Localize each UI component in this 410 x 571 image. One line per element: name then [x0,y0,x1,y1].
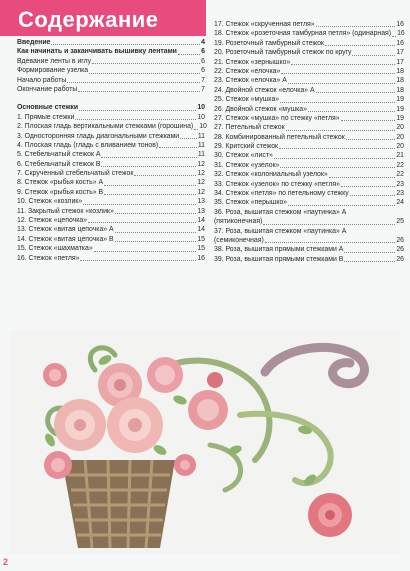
toc-entry-page: 7 [201,85,205,93]
toc-entry [214,48,404,57]
toc-dots [288,205,395,206]
toc-entry-page: 12 [197,179,205,187]
toc-dots [291,64,395,65]
toc-entry-page: 10 [197,104,205,112]
toc-entry-title: (семиконечная) [214,236,264,244]
toc-dots [346,139,396,140]
toc-entry [214,114,404,123]
toc-entry-page: 7 [201,76,205,84]
toc-entry-title: 30. Стежок «лист» [214,152,273,160]
toc-entry-title: 2. Плоская гладь вертикальными стежками (горошина) [17,123,194,131]
toc-left-column [17,38,205,263]
toc-entry-title: Окончание работы [17,85,78,93]
toc-dots [89,73,200,74]
toc-dots [115,213,197,214]
toc-entry [214,58,404,67]
toc-entry-title: 10. Стежок «козлик» [17,198,83,206]
toc-right-column [214,20,404,264]
toc-entry-page: 12 [197,170,205,178]
toc-entry-title: 15. Стежок «шахматка» [17,245,93,253]
toc-entry-title: 23. Стежок «елочка» А [214,77,287,85]
toc-entry [214,142,404,151]
toc-dots [101,166,196,167]
toc-entry-title: 32. Стежок «колониальный узелок» [214,171,328,179]
toc-entry [17,225,205,234]
toc-entry-page: 15 [197,235,205,243]
toc-entry-title: 28. Комбинированный петельный стежок [214,133,345,141]
toc-entry-page: 17 [396,49,404,57]
toc-entry-title: 36. Роза, вышитая стежком «паутинка» А [214,208,347,216]
toc-dots [134,175,196,176]
toc-dots [344,252,395,253]
toc-entry [17,169,205,178]
toc-entry [17,150,205,159]
toc-entry-page: 14 [197,226,205,234]
bottom-border [0,556,410,571]
toc-entry-page: 26 [396,236,404,244]
toc-dots [288,83,396,84]
toc-entry-page: 11 [197,132,205,140]
toc-entry-title: 21. Стежок «зернышко» [214,58,291,66]
toc-entry-page: 16 [396,39,404,47]
toc-entry-page: 23 [396,190,404,198]
toc-entry-page: 19 [396,105,404,113]
toc-entry-page: 16 [396,20,404,28]
toc-entry-page: 17 [396,58,404,66]
toc-entry [17,122,205,131]
toc-dots [308,111,395,112]
toc-dots [279,148,395,149]
toc-entry [17,160,205,169]
toc-entry-page: 20 [396,143,404,151]
toc-dots [325,45,395,46]
toc-entry [17,178,205,187]
toc-entry [214,170,404,179]
toc-entry-page: 11 [197,151,205,159]
toc-entry [17,188,205,197]
toc-entry-page: 22 [396,171,404,179]
toc-entry-title: Начало работы [17,76,67,84]
toc-entry-page: 15 [197,245,205,253]
toc-dots [159,147,197,148]
toc-entry-title: 35. Стежок «перышко» [214,199,288,207]
toc-dots [88,222,196,223]
toc-dots [92,63,200,64]
toc-entry-title: 27. Стежок «мушка» по стежку «петля» [214,114,340,122]
toc-entry-title: 26. Двойной стежок «мушка» [214,105,307,113]
toc-entry [214,180,404,189]
toc-entry-title: 4. Плоская гладь (гладь с вливанием тонов) [17,141,159,149]
toc-entry [214,76,404,85]
toc-entry [214,105,404,114]
toc-entry-title: 18. Стежок «розеточная тамбурная петля» (одинарная) [214,30,392,38]
toc-entry [214,255,404,264]
toc-entry-title: 25. Стежок «мушка» [214,96,280,104]
page-number: 2 [3,557,9,567]
toc-entry-page: 6 [201,57,205,65]
toc-dots [104,185,196,186]
toc-entry-title: 14. Стежок «витая цепочка» В [17,235,114,243]
toc-entry [214,208,404,217]
toc-entry-title: 29. Критский стежок [214,143,279,151]
toc-dots [115,232,197,233]
toc-entry-page: 16 [397,30,405,38]
toc-dots [67,82,200,83]
toc-entry-page: 16 [197,254,205,262]
toc-entry-title: 17. Стежок «скрученная петля» [214,20,315,28]
toc-entry-page: 12 [197,160,205,168]
toc-entry-page: 13 [197,207,205,215]
toc-dots [316,92,396,93]
toc-entry-page: 18 [396,77,404,85]
toc-entry-page: 6 [201,67,205,75]
toc-dots [78,91,200,92]
toc-entry-page: 13 [197,198,205,206]
toc-dots [316,26,396,27]
toc-entry-title: 31. Стежок «узелок» [214,161,280,169]
toc-dots [80,260,196,261]
toc-entry [214,95,404,104]
toc-dots [344,261,395,262]
toc-dots [180,138,197,139]
toc-dots [83,204,196,205]
toc-entry [214,133,404,142]
toc-entry [17,244,205,253]
toc-entry-page: 14 [197,217,205,225]
toc-entry [214,198,404,207]
toc-entry-title: 7. Скрученный стебельчатый стежок [17,170,134,178]
toc-entry [17,47,205,56]
toc-entry [17,66,205,75]
toc-entry-title: 13. Стежок «витая цепочка» А [17,226,114,234]
toc-dots [329,177,396,178]
toc-entry [214,151,404,160]
toc-entry [17,113,205,122]
toc-entry-page: 26 [396,255,404,263]
toc-entry [17,132,205,141]
toc-dots [341,120,396,121]
toc-entry-page: 26 [396,246,404,254]
toc-entry [214,20,404,29]
embroidery-illustration [10,330,400,554]
toc-entry-title: 33. Стежок «узелок» по стежку «петля» [214,180,340,188]
toc-dots [104,194,196,195]
toc-entry-page: 6 [201,48,205,56]
toc-entry-title: 1. Прямые стежки [17,113,75,121]
toc-entry [214,123,404,132]
toc-entry-page: 20 [396,133,404,141]
toc-dots [350,195,396,196]
toc-entry-title: 19. Розеточный тамбурный стежок [214,39,324,47]
toc-entry-title: Введение [17,38,51,46]
toc-entry-title: 6. Стебельчатый стежок В [17,160,101,168]
toc-entry [17,197,205,206]
toc-dots [352,55,395,56]
toc-entry-title: 12. Стежок «цепочка» [17,217,88,225]
toc-dots [79,110,196,111]
toc-entry-title: Основные стежки [17,104,79,112]
toc-dots [280,102,395,103]
toc-entry [17,103,205,112]
toc-entry [214,29,404,38]
toc-entry-title: (пятиконечная) [214,218,263,226]
toc-dots [341,186,395,187]
toc-entry-title: 37. Роза, вышитая стежком «паутинка» А [214,227,347,235]
toc-entry [17,216,205,225]
toc-entry [214,245,404,254]
toc-entry-page: 24 [396,199,404,207]
toc-entry [214,217,404,226]
toc-entry-page: 11 [197,141,205,149]
toc-entry-title: Как начинать и заканчивать вышивку лентами [17,48,177,56]
toc-entry-page: 23 [396,180,404,188]
toc-dots [392,36,396,37]
toc-entry [17,207,205,216]
toc-dots [281,73,395,74]
toc-entry-title: 27. Петельный стежок [214,124,285,132]
toc-dots [51,44,200,45]
toc-entry-page: 21 [396,152,404,160]
toc-entry-page: 10 [197,113,205,121]
toc-entry-page: 18 [396,86,404,94]
toc-entry [17,85,205,94]
toc-entry-title: 3. Односторонняя гладь диагональными стежками [17,132,180,140]
toc-entry [17,235,205,244]
toc-entry-title: 8. Стежок «рыбья кость» А [17,179,104,187]
toc-entry-title: 38. Роза, вышитая прямыми стежками А [214,246,344,254]
page-title: Содержание [18,7,159,32]
toc-entry [214,39,404,48]
toc-entry-title: Формирование узелка [17,67,89,75]
toc-dots [263,224,395,225]
toc-entry-title: 20. Розеточный тамбурный стежок по кругу [214,49,352,57]
toc-entry-title: 5. Стебельчатый стежок А [17,151,101,159]
toc-dots [265,242,396,243]
toc-entry-page: 19 [396,114,404,122]
toc-entry [17,76,205,85]
toc-dots [194,129,198,130]
toc-dots [274,158,396,159]
toc-entry-page: 19 [396,96,404,104]
toc-entry-page: 18 [396,67,404,75]
toc-entry-title: Вдевание ленты в иглу [17,57,92,65]
toc-entry-title: 9. Стежок «рыбья кость» В [17,188,104,196]
toc-entry [214,236,404,245]
toc-dots [115,241,197,242]
toc-entry [17,254,205,263]
toc-entry-page: 10 [199,123,207,131]
toc-entry [214,67,404,76]
toc-entry [214,189,404,198]
toc-entry [214,227,404,236]
toc-entry-page: 20 [396,124,404,132]
toc-entry-page: 22 [396,161,404,169]
toc-entry-title: 22. Стежок «елочка» [214,67,281,75]
toc-dots [94,251,197,252]
toc-dots [101,157,196,158]
toc-dots [280,167,395,168]
toc-entry-title: 39. Роза, вышитая прямыми стежками В [214,255,344,263]
toc-entry [214,86,404,95]
toc-entry [17,141,205,150]
toc-entry-title: 16. Стежок «петля» [17,254,80,262]
toc-entry-page: 25 [396,218,404,226]
toc-entry [17,38,205,47]
toc-dots [178,54,200,55]
toc-entry-page: 12 [197,188,205,196]
toc-entry-page: 4 [201,38,205,46]
toc-entry-title: 34. Стежок «петля» по петельному стежку [214,190,349,198]
toc-entry [214,161,404,170]
toc-dots [286,130,396,131]
toc-entry [17,57,205,66]
toc-entry-title: 11. Закрытый стежок «козлик» [17,207,114,215]
toc-entry-title: 24. Двойной стежок «елочка» А [214,86,315,94]
toc-gap [17,94,205,103]
toc-dots [75,119,196,120]
